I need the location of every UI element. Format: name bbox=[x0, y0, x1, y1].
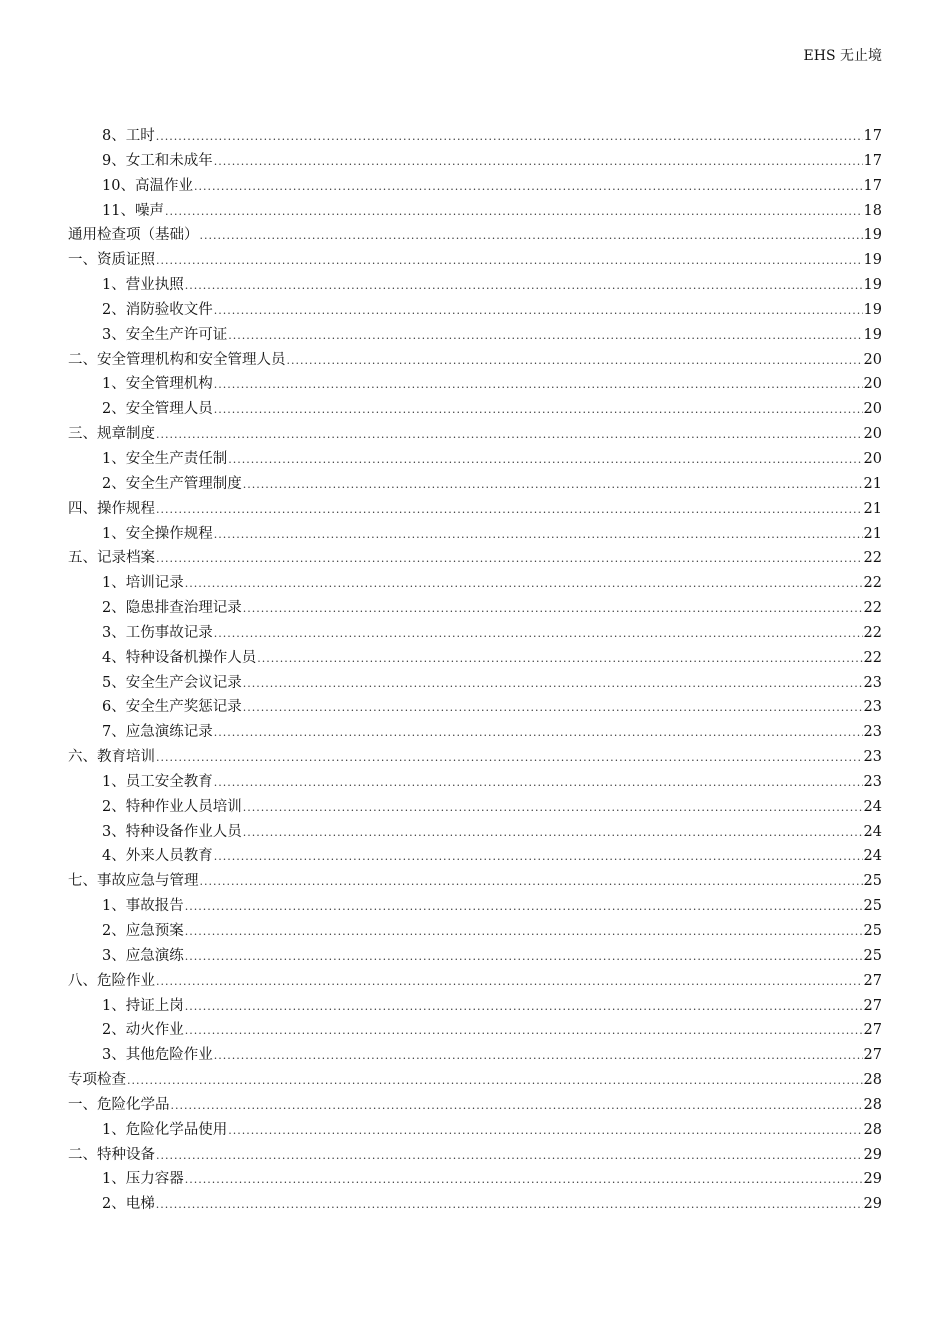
toc-entry-title: 1、危险化学品使用 bbox=[102, 1121, 228, 1138]
toc-entry-title: 二、安全管理机构和安全管理人员 bbox=[68, 351, 286, 368]
toc-entry-page-number: 29 bbox=[863, 1146, 882, 1163]
toc-entry-page-number: 27 bbox=[863, 1047, 882, 1064]
toc-entry-page-number: 23 bbox=[863, 724, 882, 741]
toc-dot-leader bbox=[185, 1168, 863, 1193]
toc-entry[interactable] bbox=[68, 795, 882, 820]
toc-dot-leader bbox=[214, 622, 863, 647]
toc-entry-page-number: 21 bbox=[863, 500, 882, 517]
toc-entry-title: 八、危险作业 bbox=[68, 972, 155, 989]
toc-entry[interactable] bbox=[68, 248, 882, 273]
toc-entry-page-number: 24 bbox=[863, 823, 882, 840]
toc-dot-leader bbox=[200, 870, 863, 895]
toc-entry-page-number: 25 bbox=[863, 898, 882, 915]
toc-entry-page-number: 20 bbox=[863, 401, 882, 418]
toc-entry-title: 二、特种设备 bbox=[68, 1146, 155, 1163]
toc-entry-title: 3、特种设备作业人员 bbox=[102, 823, 242, 840]
toc-entry-page-number: 29 bbox=[863, 1171, 882, 1188]
toc-dot-leader bbox=[165, 200, 863, 225]
toc-entry-title: 2、动火作业 bbox=[102, 1022, 184, 1039]
toc-dot-leader bbox=[214, 721, 863, 746]
toc-dot-leader bbox=[156, 547, 863, 572]
page-header: EHS 无止境 bbox=[803, 48, 882, 64]
toc-entry-page-number: 19 bbox=[863, 227, 882, 244]
toc-entry[interactable] bbox=[68, 695, 882, 720]
toc-dot-leader bbox=[185, 920, 863, 945]
toc-dot-leader bbox=[171, 1094, 863, 1119]
toc-dot-leader bbox=[185, 995, 863, 1020]
toc-entry-page-number: 21 bbox=[863, 525, 882, 542]
toc-entry-page-number: 28 bbox=[863, 1096, 882, 1113]
toc-entry-page-number: 19 bbox=[863, 326, 882, 343]
toc-entry[interactable] bbox=[68, 1143, 882, 1168]
toc-entry-page-number: 19 bbox=[863, 301, 882, 318]
toc-dot-leader bbox=[185, 572, 863, 597]
toc-entry[interactable] bbox=[68, 497, 882, 522]
toc-entry-page-number: 25 bbox=[863, 923, 882, 939]
toc-entry[interactable] bbox=[68, 770, 882, 795]
toc-entry-title: 3、应急演练 bbox=[102, 947, 184, 964]
toc-dot-leader bbox=[228, 324, 862, 349]
toc-entry-title: 1、压力容器 bbox=[102, 1171, 184, 1188]
toc-entry-page-number: 24 bbox=[863, 798, 882, 815]
toc-dot-leader bbox=[185, 895, 863, 920]
toc-entry-title: 4、特种设备机操作人员 bbox=[102, 649, 257, 666]
toc-dot-leader bbox=[185, 945, 863, 970]
toc-entry-title: 一、资质证照 bbox=[68, 252, 155, 269]
toc-entry-title: 4、外来人员教育 bbox=[102, 848, 213, 865]
toc-entry[interactable] bbox=[68, 1192, 882, 1217]
toc-entry-page-number: 17 bbox=[863, 177, 882, 194]
toc-entry[interactable] bbox=[68, 944, 882, 969]
toc-dot-leader bbox=[214, 398, 863, 423]
toc-entry-title: 10、高温作业 bbox=[102, 177, 193, 194]
toc-entry[interactable] bbox=[68, 646, 882, 671]
toc-entry-title: 5、安全生产会议记录 bbox=[102, 674, 242, 691]
toc-entry[interactable] bbox=[68, 745, 882, 770]
toc-entry-title: 六、教育培训 bbox=[68, 749, 155, 766]
toc-entry[interactable] bbox=[68, 1118, 882, 1143]
toc-dot-leader bbox=[156, 1193, 863, 1218]
toc-entry-page-number: 25 bbox=[863, 873, 882, 890]
toc-entry-title: 1、事故报告 bbox=[102, 898, 184, 915]
toc-entry-title: 2、应急预案 bbox=[102, 923, 184, 939]
toc-entry[interactable] bbox=[68, 869, 882, 894]
toc-entry-page-number: 22 bbox=[863, 624, 882, 641]
toc-entry-title: 8、工时 bbox=[102, 128, 155, 144]
toc-entry-page-number: 22 bbox=[863, 550, 882, 567]
toc-dot-leader bbox=[214, 845, 863, 870]
toc-entry-page-number: 23 bbox=[863, 749, 882, 766]
toc-entry-title: 11、噪声 bbox=[102, 202, 164, 219]
toc-dot-leader bbox=[243, 597, 863, 622]
toc-entry-title: 1、安全生产责任制 bbox=[102, 450, 228, 467]
toc-entry-page-number: 19 bbox=[863, 252, 882, 269]
toc-entry-title: 3、安全生产许可证 bbox=[102, 326, 228, 343]
toc-dot-leader bbox=[156, 746, 863, 771]
toc-entry-title: 专项检查 bbox=[68, 1072, 126, 1089]
toc-entry-page-number: 22 bbox=[863, 649, 882, 666]
toc-dot-leader bbox=[185, 274, 863, 299]
toc-dot-leader bbox=[214, 299, 863, 324]
toc-dot-leader bbox=[185, 1019, 863, 1044]
toc-entry-title: 9、女工和未成年 bbox=[102, 152, 213, 169]
toc-entry-title: 3、工伤事故记录 bbox=[102, 624, 213, 641]
toc-entry-title: 三、规章制度 bbox=[68, 426, 155, 443]
toc-dot-leader bbox=[156, 1144, 863, 1169]
toc-entry-title: 1、营业执照 bbox=[102, 277, 184, 294]
toc-entry-page-number: 20 bbox=[863, 376, 882, 393]
toc-entry[interactable] bbox=[68, 199, 882, 224]
toc-entry-title: 2、特种作业人员培训 bbox=[102, 798, 242, 815]
toc-entry[interactable] bbox=[68, 1068, 882, 1093]
toc-entry[interactable] bbox=[68, 571, 882, 596]
toc-entry[interactable] bbox=[68, 1093, 882, 1118]
toc-dot-leader bbox=[228, 448, 862, 473]
toc-entry-title: 2、安全生产管理制度 bbox=[102, 475, 242, 492]
toc-entry-page-number: 29 bbox=[863, 1196, 882, 1213]
toc-dot-leader bbox=[156, 970, 863, 995]
toc-dot-leader bbox=[200, 224, 863, 249]
toc-dot-leader bbox=[214, 523, 863, 548]
toc-dot-leader bbox=[243, 473, 863, 498]
toc-entry[interactable] bbox=[68, 1043, 882, 1068]
toc-dot-leader bbox=[127, 1069, 863, 1094]
toc-entry[interactable] bbox=[68, 894, 882, 919]
toc-entry-page-number: 27 bbox=[863, 997, 882, 1014]
toc-entry-title: 四、操作规程 bbox=[68, 500, 155, 517]
toc-entry[interactable] bbox=[68, 596, 882, 621]
toc-dot-leader bbox=[214, 150, 863, 175]
toc-dot-leader bbox=[214, 1044, 863, 1069]
toc-entry-page-number: 19 bbox=[863, 277, 882, 294]
toc-entry-page-number: 23 bbox=[863, 699, 882, 716]
toc-entry-page-number: 17 bbox=[863, 128, 882, 144]
toc-entry-title: 通用检查项（基础） bbox=[68, 227, 199, 244]
toc-entry[interactable] bbox=[68, 348, 882, 373]
toc-entry-page-number: 23 bbox=[863, 674, 882, 691]
toc-entry-title: 3、其他危险作业 bbox=[102, 1047, 213, 1064]
toc-entry-title: 1、安全管理机构 bbox=[102, 376, 213, 393]
toc-entry-title: 2、消防验收文件 bbox=[102, 301, 213, 318]
toc-entry-page-number: 23 bbox=[863, 773, 882, 790]
toc-entry[interactable] bbox=[68, 969, 882, 994]
toc-entry[interactable] bbox=[68, 621, 882, 646]
toc-entry-title: 2、隐患排查治理记录 bbox=[102, 600, 242, 617]
toc-dot-leader bbox=[214, 373, 863, 398]
toc-dot-leader bbox=[194, 175, 863, 200]
toc-entry[interactable] bbox=[68, 298, 882, 323]
toc-entry[interactable] bbox=[68, 124, 882, 149]
toc-entry[interactable] bbox=[68, 223, 882, 248]
toc-entry-page-number: 25 bbox=[863, 947, 882, 964]
toc-entry-title: 6、安全生产奖惩记录 bbox=[102, 699, 242, 716]
toc-entry-page-number: 20 bbox=[863, 450, 882, 467]
toc-entry[interactable] bbox=[68, 720, 882, 745]
toc-dot-leader bbox=[214, 771, 863, 796]
toc-entry[interactable] bbox=[68, 472, 882, 497]
toc-entry[interactable] bbox=[68, 820, 882, 845]
table-of-contents bbox=[68, 124, 882, 1217]
toc-entry[interactable] bbox=[68, 919, 882, 944]
toc-entry-page-number: 27 bbox=[863, 972, 882, 989]
toc-dot-leader bbox=[287, 349, 863, 374]
toc-dot-leader bbox=[228, 1119, 862, 1144]
toc-entry-page-number: 24 bbox=[863, 848, 882, 865]
toc-entry-title: 1、培训记录 bbox=[102, 575, 184, 592]
toc-entry[interactable] bbox=[68, 1018, 882, 1043]
toc-dot-leader bbox=[257, 647, 862, 672]
toc-entry-title: 1、持证上岗 bbox=[102, 997, 184, 1014]
toc-entry[interactable] bbox=[68, 397, 882, 422]
toc-entry-page-number: 28 bbox=[863, 1121, 882, 1138]
toc-entry-title: 7、应急演练记录 bbox=[102, 724, 213, 741]
toc-entry[interactable] bbox=[68, 844, 882, 869]
toc-entry[interactable] bbox=[68, 273, 882, 298]
toc-entry-page-number: 20 bbox=[863, 351, 882, 368]
toc-entry-page-number: 17 bbox=[863, 152, 882, 169]
toc-entry-title: 1、安全操作规程 bbox=[102, 525, 213, 542]
toc-entry[interactable] bbox=[68, 422, 882, 447]
toc-dot-leader bbox=[243, 796, 863, 821]
toc-dot-leader bbox=[243, 672, 863, 697]
toc-entry-title: 一、危险化学品 bbox=[68, 1096, 170, 1113]
toc-entry-title: 五、记录档案 bbox=[68, 550, 155, 567]
toc-entry[interactable] bbox=[68, 1167, 882, 1192]
toc-dot-leader bbox=[156, 498, 863, 523]
toc-entry-title: 七、事故应急与管理 bbox=[68, 873, 199, 890]
toc-entry-title: 1、员工安全教育 bbox=[102, 773, 213, 790]
toc-entry-page-number: 20 bbox=[863, 426, 882, 443]
toc-entry-title: 2、安全管理人员 bbox=[102, 401, 213, 418]
toc-entry-page-number: 21 bbox=[863, 475, 882, 492]
toc-entry[interactable] bbox=[68, 522, 882, 547]
toc-dot-leader bbox=[243, 821, 863, 846]
toc-entry-title: 2、电梯 bbox=[102, 1196, 155, 1213]
toc-entry[interactable] bbox=[68, 546, 882, 571]
toc-dot-leader bbox=[156, 423, 863, 448]
toc-dot-leader bbox=[156, 249, 863, 274]
toc-entry-page-number: 18 bbox=[863, 202, 882, 219]
toc-entry[interactable] bbox=[68, 671, 882, 696]
toc-entry[interactable] bbox=[68, 447, 882, 472]
toc-entry[interactable] bbox=[68, 323, 882, 348]
toc-entry-page-number: 22 bbox=[863, 575, 882, 592]
toc-entry[interactable] bbox=[68, 174, 882, 199]
toc-dot-leader bbox=[156, 125, 863, 150]
toc-entry[interactable] bbox=[68, 994, 882, 1019]
toc-dot-leader bbox=[243, 696, 863, 721]
toc-entry-page-number: 27 bbox=[863, 1022, 882, 1039]
toc-entry-page-number: 28 bbox=[863, 1072, 882, 1089]
toc-entry-page-number: 22 bbox=[863, 600, 882, 617]
toc-entry[interactable] bbox=[68, 372, 882, 397]
toc-entry[interactable] bbox=[68, 149, 882, 174]
